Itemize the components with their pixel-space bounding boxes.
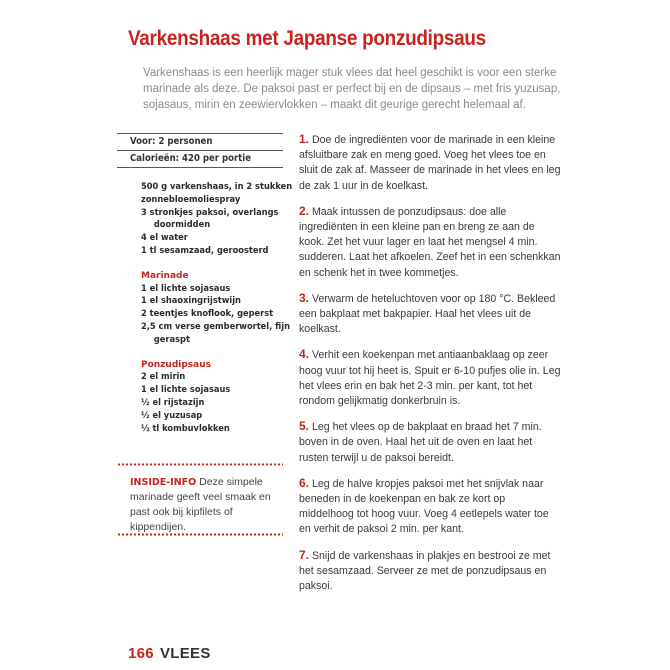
step-text: Maak intussen de ponzudipsaus: doe alle ingrediënten in een kleine pan en breng ze aan de kook. Zet het vuur lager en laat het mengsel 4 min. sudderen. Laat het afkoelen. Zeef het in een schenkkan en schenk het in twee kommetjes. [299, 205, 561, 279]
dipsaus-heading: Ponzudipsaus [141, 359, 211, 370]
intro-paragraph [143, 65, 563, 113]
method-step [299, 548, 561, 595]
section-name: VLEES [159, 645, 211, 662]
step-number: 6. [299, 475, 310, 490]
step-number: 3. [299, 290, 310, 305]
marinade-heading: Marinade [141, 270, 189, 281]
ingredient-item: 1 tl sesamzaad, geroosterd [141, 245, 269, 256]
step-text: Verwarm de heteluchtoven voor op 180 °C. Bekleed een bakplaat met bakpapier. Haal het vlees uit de koelkast. [299, 292, 556, 336]
ingredient-item: 1 el lichte sojasaus [141, 283, 231, 294]
inside-info-text: Deze simpele marinade geeft veel smaak en past ook bij kipfilets of kippendijen. [130, 476, 271, 533]
ingredient-item: 2 el mirin [141, 372, 186, 383]
step-number: 7. [299, 547, 310, 562]
method-step [299, 132, 561, 194]
ingredient-item: 3 stronkjes paksoi, overlangs [141, 207, 279, 218]
step-number: 4. [299, 347, 310, 362]
inside-info-box [130, 475, 280, 535]
method-steps [299, 132, 561, 604]
method-step [299, 347, 561, 409]
method-step [299, 204, 561, 281]
ingredient-item: ½ tl kombuvlokken [141, 423, 230, 434]
step-number: 5. [299, 419, 310, 434]
ingredient-list [141, 181, 291, 447]
ingredient-item: 4 el water [141, 233, 188, 244]
ingredient-item: 2,5 cm verse gemberwortel, fijn [141, 321, 291, 332]
step-number: 2. [299, 203, 310, 218]
dotted-divider-bottom [117, 533, 283, 536]
dotted-divider-top [117, 463, 283, 466]
page-footer [128, 645, 211, 662]
step-number: 1. [299, 132, 310, 146]
ingredient-group-dipsaus [141, 359, 291, 436]
ingredient-item: ½ el rijstazijn [141, 397, 205, 408]
step-text: Leg de halve kropjes paksoi met het snijvlak naar beneden in de koekenpan en bak ze kort op middelhoog tot hoog vuur. Voeg 4 eetlepels water toe en verhit de paksoi 2 min. per kant. [299, 477, 549, 536]
page-title: Varkenshaas met Japanse ponzudipsaus [128, 27, 486, 50]
ingredient-item: doormidden [153, 220, 211, 231]
step-text: Leg het vlees op de bakplaat en braad het 7 min. boven in de oven. Haal het uit de oven en laat het rusten terwijl u de paksoi bereidt. [299, 421, 542, 464]
page-number: 166 [128, 645, 154, 662]
ingredient-item: zonnebloemoliespray [141, 194, 241, 205]
ingredient-item: 500 g varkenshaas, in 2 stukken [141, 182, 293, 192]
step-text: Snijd de varkenshaas in plakjes en bestrooi ze met het sesamzaad. Serveer ze met de ponzudipsaus en paksoi. [299, 549, 551, 593]
ingredient-item: 1 el lichte sojasaus [141, 385, 231, 396]
servings-info: Voor: 2 personen [130, 136, 213, 147]
calories-info: Calorieën: 420 per portie [117, 150, 283, 167]
method-step [299, 291, 561, 338]
inside-info-tag: INSIDE-INFO [130, 477, 197, 488]
ingredient-group-marinade [141, 270, 291, 347]
ingredient-item: geraspt [153, 334, 190, 345]
ingredient-item: ½ el yuzusap [141, 410, 203, 421]
method-step [299, 476, 561, 538]
recipe-info-box [117, 133, 283, 168]
ingredient-item: 1 el shaoxingrijstwijn [141, 296, 241, 307]
ingredient-group-main [141, 181, 291, 258]
ingredient-item: 2 teentjes knoflook, geperst [141, 309, 274, 320]
method-step [299, 419, 561, 466]
step-text: Doe de ingrediënten voor de marinade in een kleine afsluitbare zak en meng goed. Voeg het vlees toe en sluit de zak af. Masseer de marinade in het vlees en leg de zak 1 uur in de koelkast. [299, 134, 561, 192]
step-text: Verhit een koekenpan met antiaanbaklaag op zeer hoog vuur tot hij heet is. Spuit er 6-10 pufjes olie in. Leg het vlees erin en bak het 2-3 min. per kant, tot het rondom gelijkmatig donkerbruin is. [299, 349, 561, 408]
intro-text: Varkenshaas is een heerlijk mager stuk vlees dat heel geschikt is voor een sterke marinade als deze. De paksoi past er perfect bij en de dipsaus – met fris yuzusap, sojasaus, mirin en zeewiervlokken – maakt dit geurige gerecht helemaal af. [143, 67, 561, 111]
